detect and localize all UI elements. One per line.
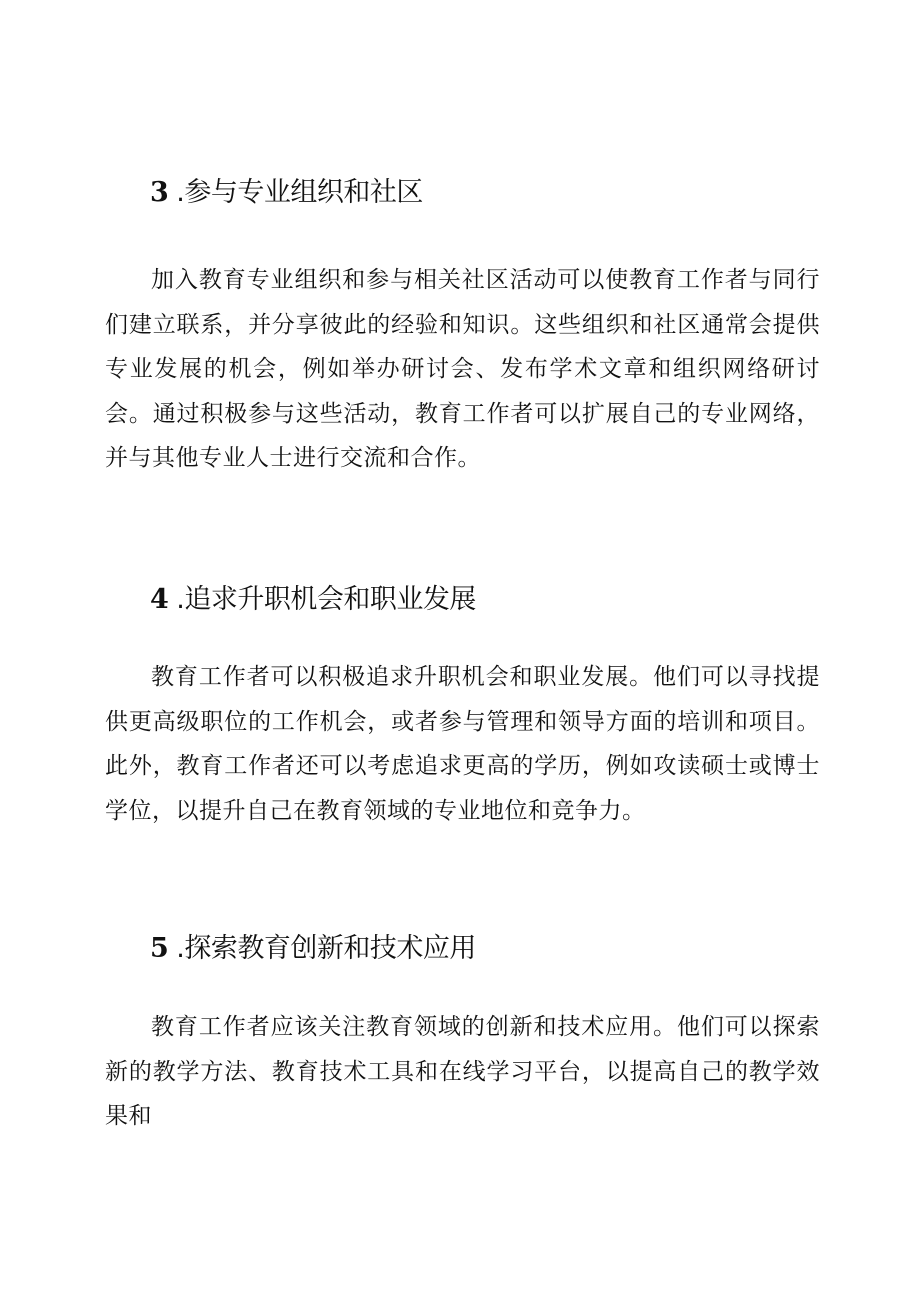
section-5-heading bbox=[150, 932, 476, 966]
section-4-paragraph: 教育工作者可以积极追求升职机会和职业发展。他们可以寻找提供更高级职位的工作机会，或者参与管理和领导方面的培训和项目。此外，教育工作者还可以考虑追求更高的学历，例如攻读硕士或博士学位，以提升自己在教育领域的专业地位和竞争力。 bbox=[105, 664, 820, 824]
section-title: .参与专业组织和社区 bbox=[176, 177, 423, 208]
section-5-paragraph: 教育工作者应该关注教育领域的创新和技术应用。他们可以探索新的教学方法、教育技术工具和在线学习平台，以提高自己的教学效果和 bbox=[105, 1014, 820, 1129]
section-title: .探索教育创新和技术应用 bbox=[176, 933, 476, 964]
section-title: .追求升职机会和职业发展 bbox=[176, 584, 476, 615]
section-3-heading bbox=[150, 176, 423, 210]
section-number: 3 bbox=[150, 177, 169, 208]
section-number: 5 bbox=[150, 933, 169, 964]
section-4-heading bbox=[150, 583, 476, 617]
section-3-paragraph: 加入教育专业组织和参与相关社区活动可以使教育工作者与同行们建立联系，并分享彼此的经验和知识。这些组织和社区通常会提供专业发展的机会，例如举办研讨会、发布学术文章和组织网络研讨会。通过积极参与这些活动，教育工作者可以扩展自己的专业网络，并与其他专业人士进行交流和合作。 bbox=[105, 267, 820, 471]
section-number: 4 bbox=[150, 584, 169, 615]
